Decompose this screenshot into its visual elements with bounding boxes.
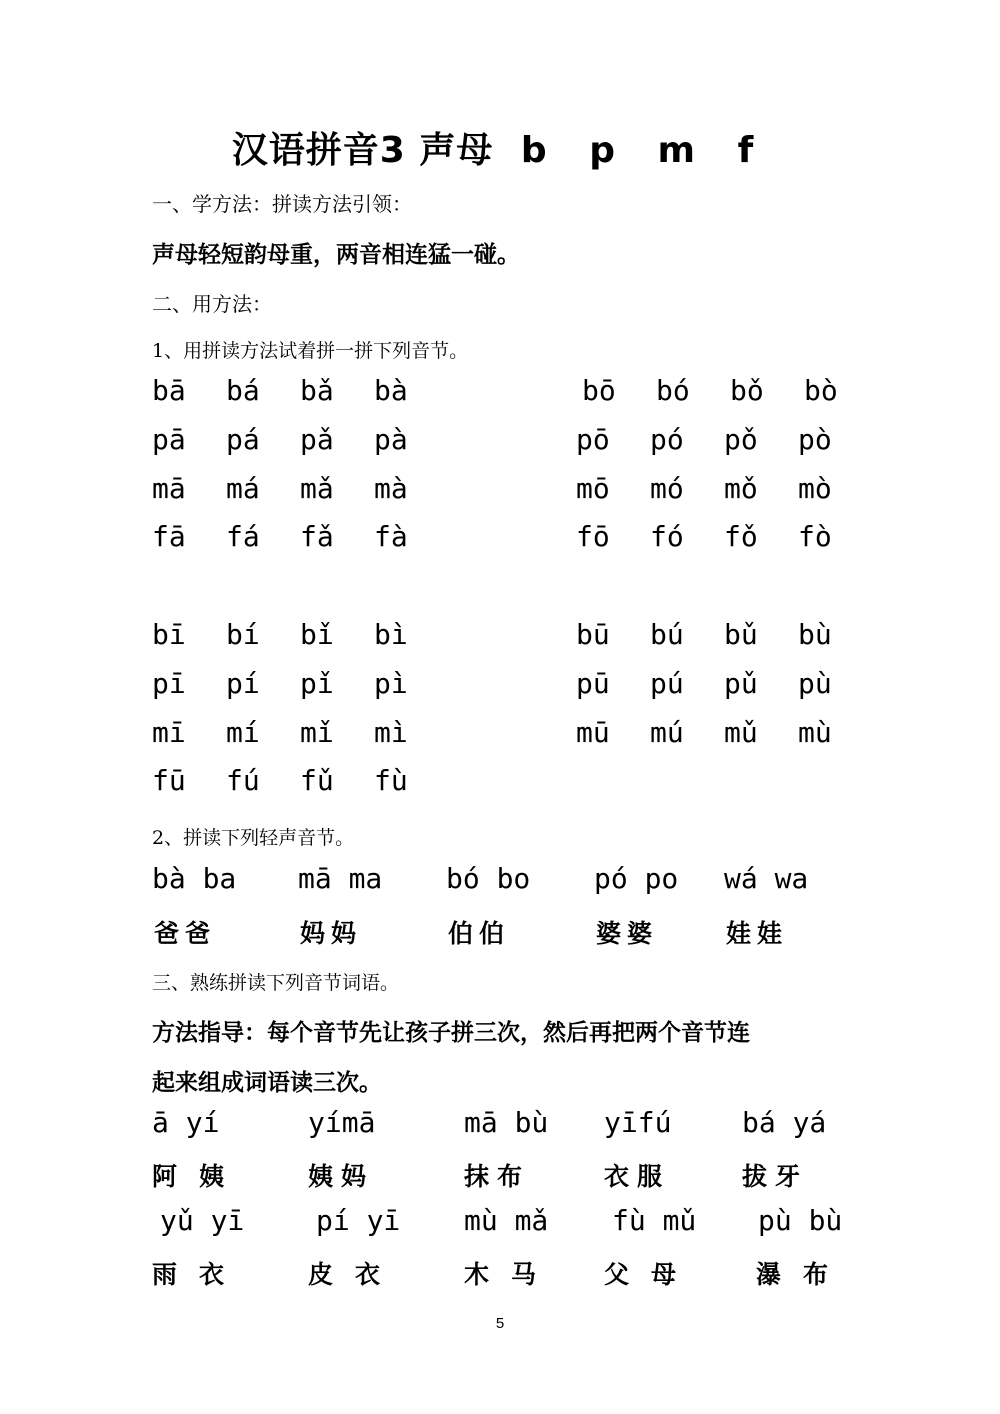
word-hanzi: 皮衣	[308, 1260, 403, 1289]
neutral-pinyin: mā ma	[298, 862, 383, 895]
syllable-cell: pǐ	[300, 667, 334, 700]
word-pinyin: yǔ yī	[160, 1204, 245, 1237]
word-hanzi: 雨衣	[152, 1260, 247, 1289]
syllable-cell: mú	[650, 716, 684, 749]
word-pinyin: pí yī	[316, 1204, 401, 1237]
syllable-cell: mì	[374, 716, 408, 749]
syllable-cell: fá	[226, 520, 260, 553]
neutral-pinyin: bà ba	[152, 862, 237, 895]
syllable-cell: fǒ	[724, 520, 758, 553]
neutral-hanzi: 妈妈	[300, 919, 363, 948]
syllable-cell: bǐ	[300, 618, 334, 651]
page-title	[0, 122, 1000, 173]
syllable-cell: mù	[798, 716, 832, 749]
section2-sub1: 1、用拼读方法试着拼一拼下列音节。	[152, 340, 469, 362]
word-pinyin: bá yá	[742, 1106, 827, 1139]
syllable-cell: bá	[226, 374, 260, 407]
syllable-cell: mā	[152, 472, 186, 505]
syllable-cell: fǔ	[300, 764, 334, 797]
word-hanzi: 姨妈	[308, 1162, 375, 1191]
syllable-cell: bì	[374, 618, 408, 651]
section2-heading: 二、用方法：	[152, 292, 272, 316]
syllable-cell: fǎ	[300, 520, 334, 553]
word-pinyin: fù mǔ	[612, 1204, 697, 1237]
syllable-cell: bā	[152, 374, 186, 407]
syllable-cell: mí	[226, 716, 260, 749]
syllable-cell: pō	[576, 423, 610, 456]
neutral-hanzi: 娃娃	[726, 919, 789, 948]
syllable-cell: bà	[374, 374, 408, 407]
neutral-pinyin: pó po	[594, 862, 679, 895]
neutral-hanzi: 爸爸	[154, 919, 217, 948]
word-pinyin: yīfú	[604, 1106, 672, 1139]
word-pinyin: mù mǎ	[464, 1204, 549, 1237]
word-hanzi: 瀑布	[756, 1260, 851, 1289]
syllable-cell: mó	[650, 472, 684, 505]
word-hanzi: 拔牙	[742, 1162, 809, 1191]
syllable-cell: pǔ	[724, 667, 758, 700]
syllable-cell: fò	[798, 520, 832, 553]
neutral-pinyin: bó bo	[446, 862, 531, 895]
section3-guide-line1: 方法指导：每个音节先让孩子拼三次，然后再把两个音节连	[152, 1020, 750, 1046]
syllable-cell: bǒ	[730, 374, 764, 407]
section1-heading: 一、学方法：拼读方法引领：	[152, 192, 412, 216]
syllable-cell: pá	[226, 423, 260, 456]
syllable-cell: mà	[374, 472, 408, 505]
syllable-cell: bǎ	[300, 374, 334, 407]
title-letter-m: m	[657, 130, 697, 171]
syllable-cell: pò	[798, 423, 832, 456]
neutral-pinyin: wá wa	[724, 862, 809, 895]
syllable-cell: pì	[374, 667, 408, 700]
neutral-hanzi: 婆婆	[596, 919, 659, 948]
word-pinyin: ā yí	[152, 1106, 220, 1139]
syllable-cell: fó	[650, 520, 684, 553]
syllable-cell: pū	[576, 667, 610, 700]
syllable-cell: pǒ	[724, 423, 758, 456]
syllable-cell: fū	[152, 764, 186, 797]
word-hanzi: 抹布	[464, 1162, 531, 1191]
word-hanzi: 木马	[464, 1260, 559, 1289]
syllable-cell: mǔ	[724, 716, 758, 749]
section3-guide-line2: 起来组成词语读三次。	[152, 1070, 382, 1096]
syllable-cell: bō	[582, 374, 616, 407]
syllable-cell: mō	[576, 472, 610, 505]
title-letter-p: p	[589, 130, 616, 171]
syllable-cell: pó	[650, 423, 684, 456]
syllable-cell: pú	[650, 667, 684, 700]
word-hanzi: 衣服	[604, 1162, 671, 1191]
title-letter-b: b	[520, 130, 548, 171]
word-pinyin: yímā	[308, 1106, 376, 1139]
syllable-cell: fà	[374, 520, 408, 553]
page-number: 5	[495, 1315, 505, 1332]
syllable-cell: mǎ	[300, 472, 334, 505]
section2-sub2: 2、拼读下列轻声音节。	[152, 827, 355, 849]
section1-rule: 声母轻短韵母重，两音相连猛一碰。	[152, 242, 520, 268]
syllable-cell: pù	[798, 667, 832, 700]
syllable-cell: pǎ	[300, 423, 334, 456]
syllable-cell: fù	[374, 764, 408, 797]
syllable-cell: pī	[152, 667, 186, 700]
syllable-cell: mī	[152, 716, 186, 749]
syllable-cell: bù	[798, 618, 832, 651]
syllable-cell: mǒ	[724, 472, 758, 505]
word-pinyin: mā bù	[464, 1106, 549, 1139]
syllable-cell: mū	[576, 716, 610, 749]
syllable-cell: pí	[226, 667, 260, 700]
syllable-cell: bǔ	[724, 618, 758, 651]
syllable-cell: fā	[152, 520, 186, 553]
syllable-cell: fō	[576, 520, 610, 553]
title-main: 汉语拼音3 声母	[231, 130, 494, 171]
syllable-cell: bú	[650, 618, 684, 651]
word-pinyin: pù bù	[758, 1204, 843, 1237]
title-letter-f: f	[737, 130, 755, 171]
section3-heading: 三、熟练拼读下列音节词语。	[152, 972, 400, 994]
syllable-cell: mò	[798, 472, 832, 505]
syllable-cell: bī	[152, 618, 186, 651]
syllable-cell: mǐ	[300, 716, 334, 749]
syllable-cell: má	[226, 472, 260, 505]
word-hanzi: 父母	[604, 1260, 699, 1289]
syllable-cell: bí	[226, 618, 260, 651]
syllable-cell: pà	[374, 423, 408, 456]
syllable-cell: bū	[576, 618, 610, 651]
syllable-cell: pā	[152, 423, 186, 456]
syllable-cell: bó	[656, 374, 690, 407]
word-hanzi: 阿姨	[152, 1162, 247, 1191]
syllable-cell: bò	[804, 374, 838, 407]
neutral-hanzi: 伯伯	[448, 919, 511, 948]
syllable-cell: fú	[226, 764, 260, 797]
